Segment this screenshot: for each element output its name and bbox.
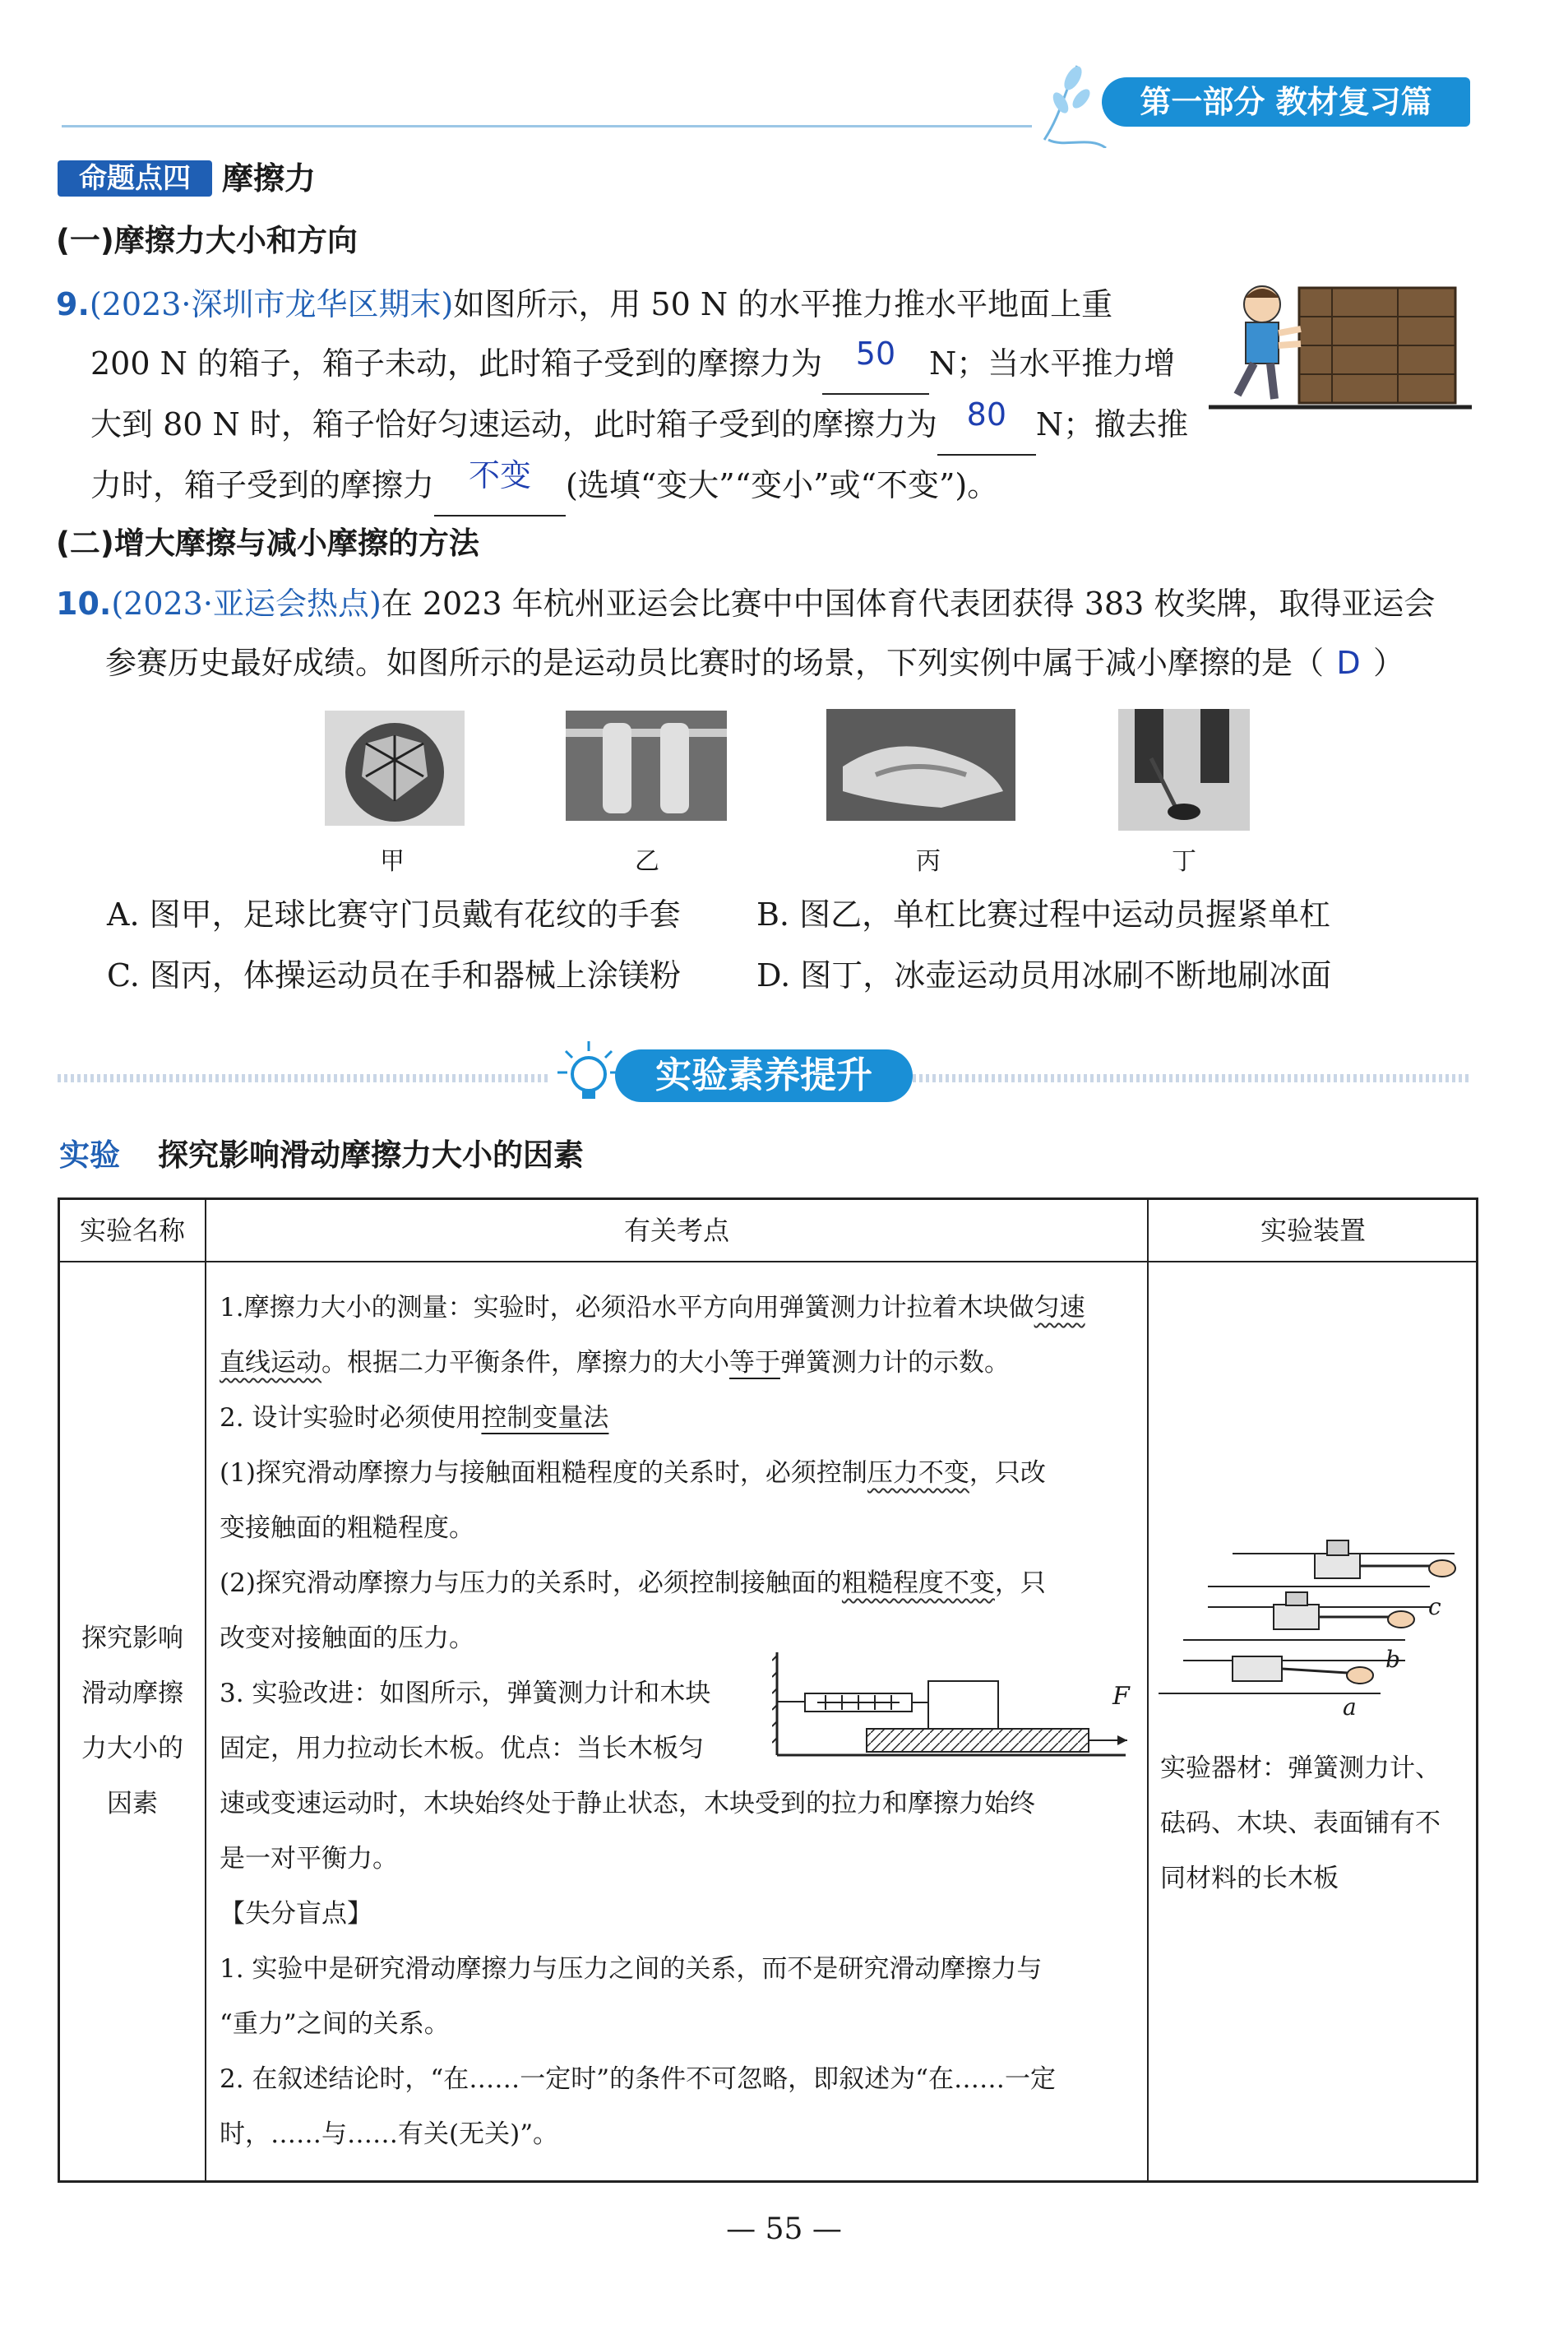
question-source: (2023·深圳市龙华区期末) — [89, 286, 454, 322]
question-10: 10.(2023·亚运会热点)在 2023 年杭州亚运会比赛中中国体育代表团获得 383 枚奖牌，取得亚运会 参赛历史最好成绩。如图所示的是运动员比赛时的场景，下列实例中属于减小摩擦的是（ D ） — [56, 574, 1487, 693]
experiment-label: 实验 — [59, 1137, 120, 1173]
section-header-text: 第一部分 教材复习篇 — [1140, 84, 1432, 120]
topic-badge: 命题点四 — [58, 160, 212, 197]
table-header-cell: 有关考点 — [623, 1215, 729, 1246]
experiment-title: 探究影响滑动摩擦力大小的因素 — [158, 1137, 584, 1173]
question-number: 10. — [56, 586, 112, 622]
section-header — [1102, 77, 1470, 127]
photo-caption: 丙 — [916, 847, 941, 876]
photo-ding-curling — [1118, 709, 1250, 831]
banner-rule-right — [913, 1074, 1472, 1082]
apparatus-cell: 实验器材：弹簧测力计、 砝码、木块、表面铺有不 同材料的长木板 — [1160, 1753, 1441, 1893]
subheading-1: (一)摩擦力大小和方向 — [56, 223, 358, 258]
option-b: B. 图乙，单杠比赛过程中运动员握紧单杠 — [756, 896, 1331, 933]
force-label: F — [1112, 1682, 1130, 1711]
photo-bing-chalk-hands — [826, 709, 1015, 821]
table-header-cell: 实验装置 — [1260, 1215, 1366, 1246]
apparatus-diagram — [1159, 1529, 1471, 1735]
answer-choice: D — [1336, 645, 1361, 681]
experiment-table — [58, 1197, 1478, 2183]
experiment-name-cell: 探究影响 滑动摩擦 力大小的 因素 — [81, 1624, 183, 1818]
subheading-2: (二)增大摩擦与减小摩擦的方法 — [56, 526, 479, 561]
topic-title: 摩擦力 — [222, 160, 317, 197]
option-a: A. 图甲，足球比赛守门员戴有花纹的手套 — [107, 896, 681, 933]
key-points-cell: 1.摩擦力大小的测量：实验时，必须沿水平方向用弹簧测力计拉着木块做匀速 直线运动。根据二力平衡条件，摩擦力的大小等于弹簧测力计的示数。 2. 设计实验时必须使用控制变量法 (1)探究滑动摩擦力与接触面粗糙程度的关系时，必须控制压力不变，只改 变接触面的粗糙程度。 (2)探究滑动摩擦力与压力的关系时，必须控制接触面的粗糙程度不变，只 改变对接触面的压力。 3. 实验改进：如图所示，弹簧测力计和木块 固定，用力拉动长木板。优点：当长木板匀 速或变速运动时，木块始终处于静止状态，木块受到的拉力和摩擦力始终 是一对平衡力。 【失分盲点】 1. 实验中是研究滑动摩擦力与压力之间的关系，而不是研究滑动摩擦力与 “重力”之间的关系。 2. 在叙述结论时，“在……一定时”的条件不可忽略，即叙述为“在……一定 时，……与……有关(无关)”。 — [220, 1293, 1085, 2149]
photo-caption: 乙 — [635, 847, 659, 876]
photo-yi-horizontal-bar — [566, 711, 727, 821]
lightbulb-icon — [556, 1040, 622, 1105]
answer-blank: 80 — [937, 395, 1036, 456]
table-header-cell: 实验名称 — [79, 1215, 185, 1246]
photo-jia-soccer-ball — [325, 711, 465, 826]
option-d: D. 图丁，冰壶运动员用冰刷不断地刷冰面 — [756, 957, 1332, 994]
banner-title: 实验素养提升 — [615, 1049, 913, 1102]
option-c: C. 图丙，体操运动员在手和器械上涂镁粉 — [107, 957, 681, 994]
photo-caption: 丁 — [1172, 847, 1196, 876]
banner-rule-left — [58, 1074, 551, 1082]
apparatus-label-a: a — [1343, 1693, 1357, 1721]
apparatus-label-c: c — [1428, 1593, 1441, 1620]
header-rule — [62, 125, 1032, 127]
page-number: — 55 — — [726, 2212, 842, 2246]
answer-blank: 50 — [822, 334, 929, 395]
boy-pushing-box-illustration — [1209, 271, 1472, 428]
answer-blank: 不变 — [434, 456, 566, 516]
question-9: 9.(2023·深圳市龙华区期末)如图所示，用 50 N 的水平推力推水平地面上重 200 N 的箱子，箱子未动，此时箱子受到的摩擦力为 50 N；当水平推力增 大到 80 N 时，箱子恰好匀速运动，此时箱子受到的摩擦力为 80 N；撤去推 力时，箱子受到的摩擦力 不变 (选填“变大”“变小”或“不变”)。 — [56, 275, 1191, 516]
question-source: (2023·亚运会热点) — [111, 586, 382, 622]
question-number: 9. — [56, 286, 90, 322]
improved-setup-diagram — [772, 1644, 1134, 1776]
photo-caption: 甲 — [380, 847, 405, 876]
apparatus-label-b: b — [1385, 1646, 1400, 1673]
